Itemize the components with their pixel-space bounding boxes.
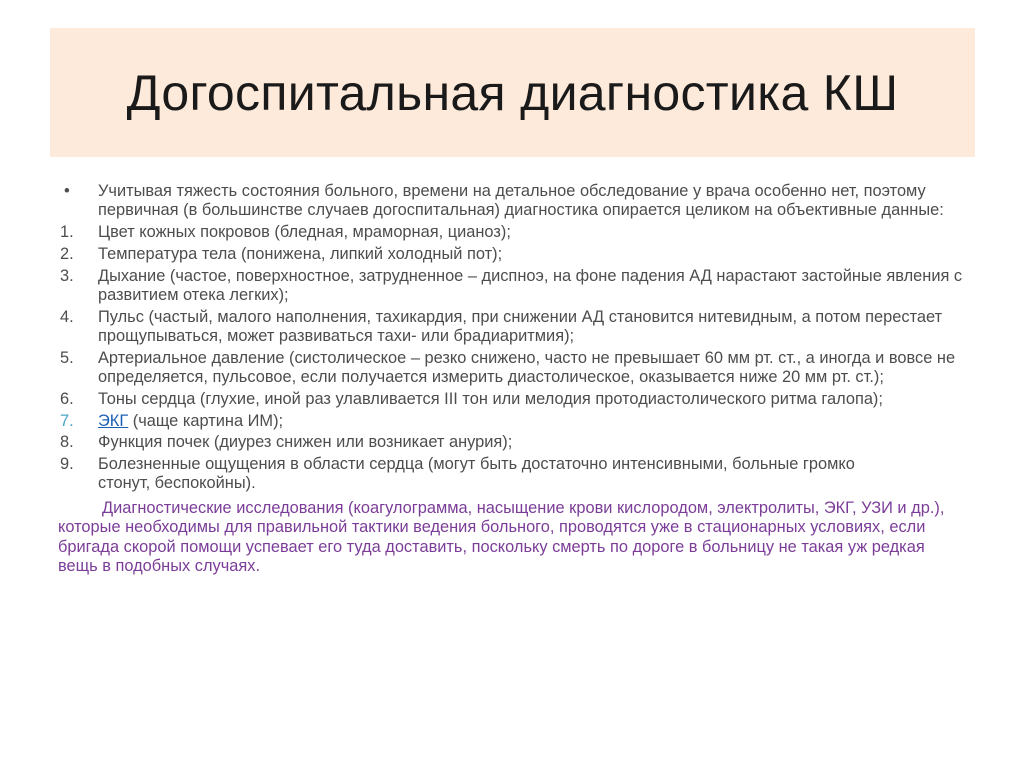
list-item-7 <box>58 412 968 431</box>
list-item-5 <box>58 349 968 388</box>
intro-bullet <box>58 182 968 221</box>
item-text: Болезненные ощущения в области сердца (могут быть достаточно интенсивными, больные громко <box>98 454 855 473</box>
item-text: Пульс (частый, малого наполнения, тахикардия, при снижении АД становится нитевидным, а потом перестает прощупываться, может развиваться тахи- или брадиаритмия); <box>98 307 943 346</box>
item-number: 1. <box>60 223 74 242</box>
item-number: 4. <box>60 307 74 326</box>
item-number: 2. <box>60 244 74 263</box>
item-number: 6. <box>60 389 74 408</box>
ekg-link[interactable]: ЭКГ <box>98 411 129 430</box>
item-number: 7. <box>60 411 74 430</box>
list-item-9 <box>58 455 968 494</box>
list-item-1 <box>58 223 968 242</box>
item-text: Артериальное давление (систолическое – резко снижено, часто не превышает 60 мм рт. ст., а иногда и вовсе не определяется, пульсовое, если получается измерить диастолическое, оказывается ниже 20 мм рт. ст.); <box>98 348 956 387</box>
item-text-continuation: стонут, беспокойны). <box>98 474 256 493</box>
title-band <box>50 28 975 157</box>
item-text: Тоны сердца (глухие, иной раз улавливается III тон или мелодия протодиастолического ритма галопа); <box>98 389 883 408</box>
list-item-8 <box>58 433 968 452</box>
item-number: 3. <box>60 266 74 285</box>
item-number: 8. <box>60 433 74 452</box>
list-item-2 <box>58 245 968 264</box>
slide-title: Догоспитальная диагностика КШ <box>126 64 899 121</box>
list-item-4 <box>58 308 968 347</box>
item-text: (чаще картина ИМ); <box>128 411 284 430</box>
intro-text: Учитывая тяжесть состояния больного, времени на детальное обследование у врача особенно нет, поэтому первичная (в большинстве случаев догоспитальная) диагностика опирается целиком на объективные данные: <box>98 182 944 220</box>
item-text: Цвет кожных покровов (бледная, мраморная, цианоз); <box>98 223 511 242</box>
list-item-6 <box>58 390 968 409</box>
list-item-3 <box>58 267 968 306</box>
item-text: Функция почек (диурез снижен или возникает анурия); <box>98 433 513 452</box>
item-text: Дыхание (частое, поверхностное, затрудненное – диспноэ, на фоне падения АД нарастают застойные явления с развитием отека легких); <box>98 266 963 304</box>
item-number: 5. <box>60 348 74 367</box>
slide-body <box>58 182 968 576</box>
item-text: Температура тела (понижена, липкий холодный пот); <box>98 244 503 263</box>
bullet-icon: • <box>64 182 70 200</box>
item-number: 9. <box>60 454 74 473</box>
closing-paragraph: Диагностические исследования (коагулограмма, насыщение крови кислородом, электролиты, ЭКГ, УЗИ и др.), которые необходимы для правильной тактики ведения больного, проводятся уже в стационарных условиях, если бригада скорой помощи успевает его туда доставить, поскольку смерть по дороге в больницу не такая уж редкая вещь в подобных случаях. <box>58 498 945 575</box>
